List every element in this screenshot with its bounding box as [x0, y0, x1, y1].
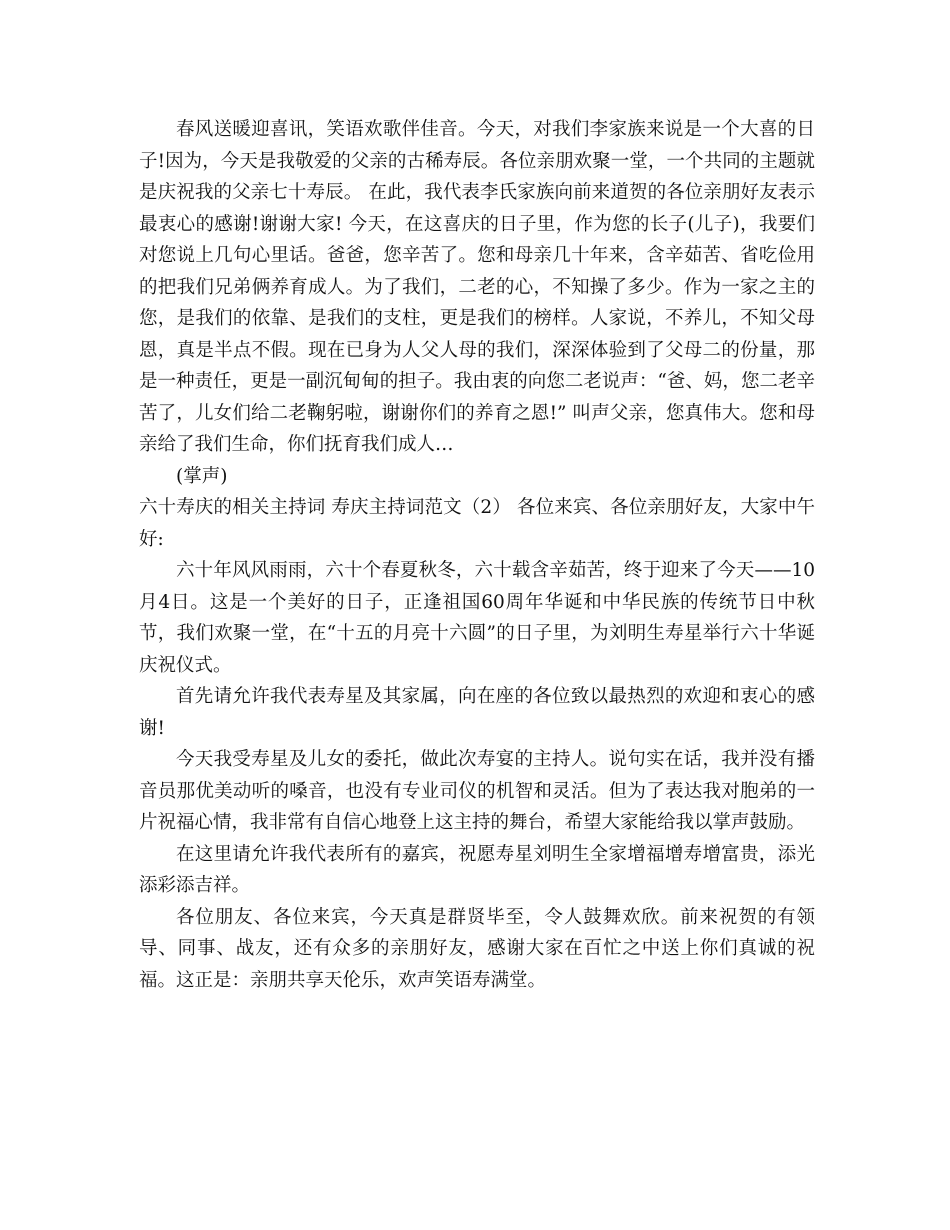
paragraph-applause: (掌声): [176, 465, 228, 487]
paragraph-birthday-speech: 春风送暖迎喜讯，笑语欢歌伴佳音。今天，对我们李家族来说是一个大喜的日子!因为，今天是我敬爱的父亲的古稀寿辰。各位亲朋欢聚一堂，一个共同的主题就是庆祝我的父亲七十寿辰。 在此，我代表李氏家族向前来道贺的各位亲朋好友表示最衷心的感谢!谢谢大家! 今天，在这喜庆的日子里，作为您的长子(儿子)，我要们对您说上几句心里话。爸爸，您辛苦了。您和母亲几十年来，含辛茹苦、省吃俭用的把我们兄弟俩养育成人。为了我们，二老的心，不知操了多少。作为一家之主的您，是我们的依靠、是我们的支柱，更是我们的榜样。人家说，不养儿，不知父母恩，真是半点不假。现在已身为人父人母的我们，深深体验到了父母二的份量，那是一种责任，更是一副沉甸甸的担子。我由衷的向您二老说声：“爸、妈，您二老辛苦了，儿女们给二老鞠躬啦，谢谢你们的养育之恩!” 叫声父亲，您真伟大。您和母亲给了我们生命，你们抚育我们成人…: [139, 119, 815, 455]
document-body: [139, 114, 815, 996]
paragraph-guests-thanks: 各位朋友、各位来宾，今天真是群贤毕至，令人鼓舞欢欣。前来祝贺的有领导、同事、战友，还有众多的亲朋好友，感谢大家在百忙之中送上你们真诚的祝福。这正是：亲朋共享天伦乐，欢声笑语寿满堂。: [139, 906, 815, 991]
paragraph-welcome-thanks: 首先请允许我代表寿星及其家属，向在座的各位致以最热烈的欢迎和衷心的感谢!: [139, 686, 815, 739]
paragraph-sixty-years: 六十年风风雨雨，六十个春夏秋冬，六十载含辛茹苦，终于迎来了今天——10月4日。这是一个美好的日子，正逢祖国60周年华诞和中华民族的传统节日中秋节，我们欢聚一堂，在“十五的月亮十六圆”的日子里，为刘明生寿星举行六十华诞庆祝仪式。: [139, 560, 815, 676]
paragraph-section-heading: 六十寿庆的相关主持词 寿庆主持词范文（2） 各位来宾、各位亲朋好友，大家中午好:: [139, 497, 815, 550]
paragraph-host-intro: 今天我受寿星及儿女的委托，做此次寿宴的主持人。说句实在话，我并没有播音员那优美动听的嗓音，也没有专业司仪的机智和灵活。但为了表达我对胞弟的一片祝福心情，我非常有自信心地登上这主持的舞台，希望大家能给我以掌声鼓励。: [139, 749, 815, 833]
paragraph-blessing: 在这里请允许我代表所有的嘉宾，祝愿寿星刘明生全家增福增寿增富贵，添光添彩添吉祥。: [139, 843, 815, 896]
